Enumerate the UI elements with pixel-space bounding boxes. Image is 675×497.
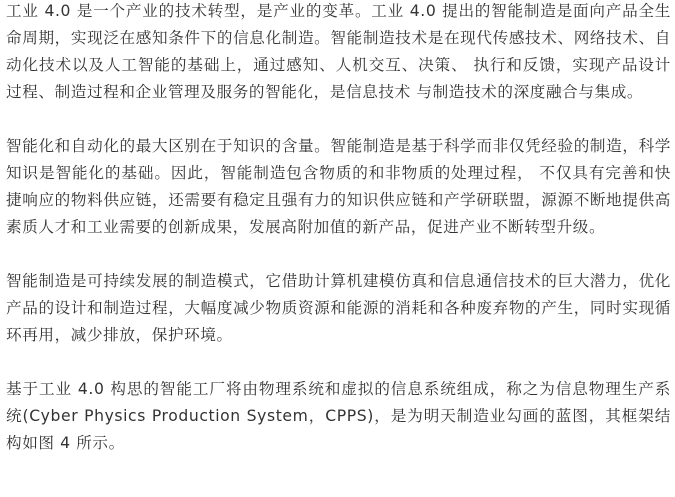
paragraph-sustainable-manufacturing: 智能制造是可持续发展的制造模式，它借助计算机建模仿真和信息通信技术的巨大潜力，优化产品的设计和制造过程，大幅度减少物质资源和能源的消耗和各种废弃物的产生，同时实现循环再用，减少排放，保护环境。 [6, 272, 671, 344]
paragraph-smart-factory-cpps: 基于工业 4.0 构思的智能工厂将由物理系统和虚拟的信息系统组成，称之为信息物理生产系统(Cyber Physics Production System，CPPS)，是为明天制造业勾画的蓝图，其框架结构如图 4 所示。 [6, 380, 671, 452]
paragraph-intelligence-vs-automation: 智能化和自动化的最大区别在于知识的含量。智能制造是基于科学而非仅凭经验的制造，科学知识是智能化的基础。因此，智能制造包含物质的和非物质的处理过程， 不仅具有完善和快捷响应的物料供应链，还需要有稳定且强有力的知识供应链和产学研联盟，源源不断地提供高素质人才和工业需要的创新成果，发展高附加值的新产品，促进产业不断转型升级。 [6, 137, 671, 236]
paragraph-industry-4-intro: 工业 4.0 是一个产业的技术转型，是产业的变革。工业 4.0 提出的智能制造是面向产品全生命周期，实现泛在感知条件下的信息化制造。智能制造技术是在现代传感技术、网络技术、自动化技术以及人工智能的基础上，通过感知、人机交互、决策、 执行和反馈，实现产品设计过程、制造过程和企业管理及服务的智能化，是信息技术 与制造技术的深度融合与集成。 [6, 2, 671, 101]
